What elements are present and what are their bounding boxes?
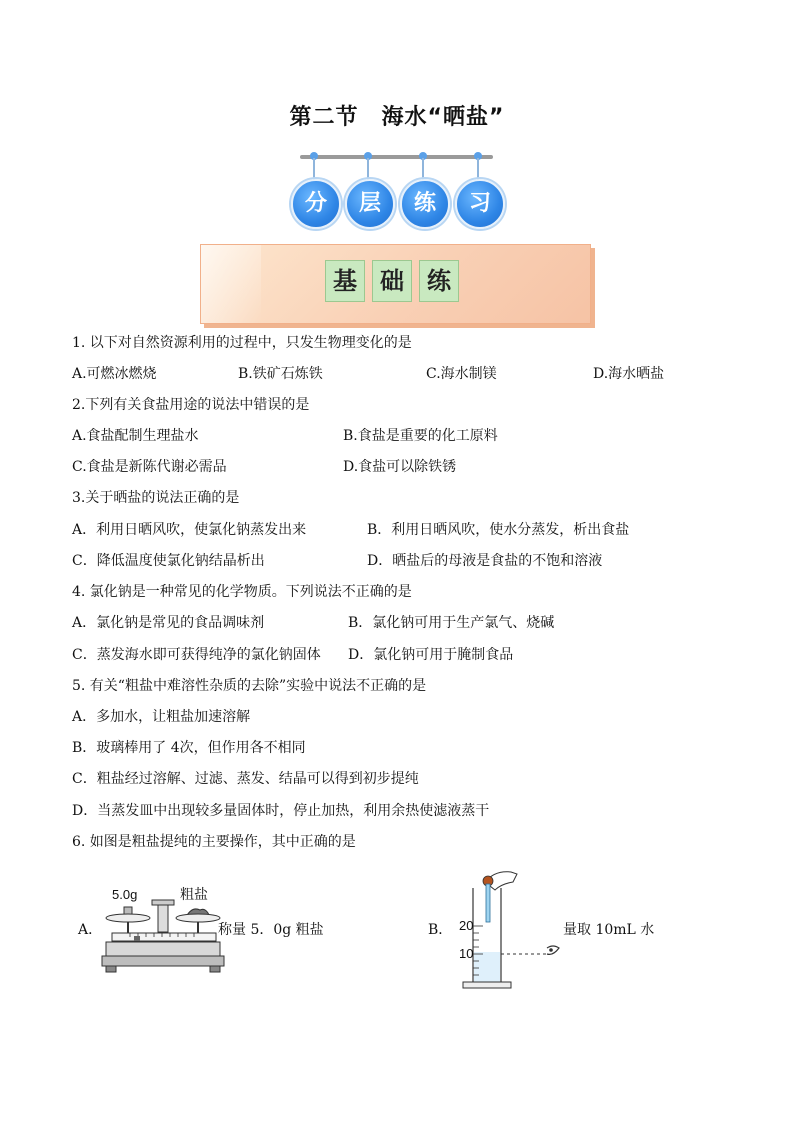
q1-option-c: C.海水制镁 [426, 366, 497, 382]
q1-option-b: B.铁矿石炼铁 [238, 366, 323, 382]
q3-option-b: B．利用日晒风吹，使水分蒸发，析出食盐 [367, 522, 630, 538]
question-3-stem: 3.关于晒盐的说法正确的是 [72, 490, 240, 506]
weight-label: 5.0g [112, 887, 138, 902]
badge-circle-2: 层 [345, 179, 395, 229]
q2-option-d: D.食盐可以除铁锈 [343, 459, 457, 475]
question-2-stem: 2.下列有关食盐用途的说法中错误的是 [72, 397, 310, 413]
tick-label-20: 20 [459, 918, 474, 933]
hanger-stem [367, 158, 369, 180]
q5-option-b: B．玻璃棒用了 4次，但作用各不相同 [72, 740, 306, 756]
q5-option-d: D．当蒸发皿中出现较多量固体时，停止加热，利用余热使滤液蒸干 [72, 803, 490, 819]
banner-chip-3: 练 [419, 260, 459, 302]
q5-option-a: A．多加水，让粗盐加速溶解 [72, 709, 251, 725]
q5-option-c: C．粗盐经过溶解、过滤、蒸发、结晶可以得到初步提纯 [72, 771, 419, 787]
q4-option-a: A．氯化钠是常见的食品调味剂 [72, 615, 265, 631]
q6-option-b: B． [428, 922, 453, 938]
figure-b-caption: 量取 10mL 水 [563, 922, 655, 938]
tick-label-10: 10 [459, 946, 474, 961]
figure-a-caption: 称量 5．0g 粗盐 [218, 922, 324, 938]
hanger-stem [422, 158, 424, 180]
question-6-stem: 6. 如图是粗盐提纯的主要操作，其中正确的是 [72, 834, 356, 850]
q4-option-d: D．氯化钠可用于腌制食品 [348, 647, 514, 663]
question-1-stem: 1. 以下对自然资源利用的过程中，只发生物理变化的是 [72, 335, 412, 351]
hanger-stem [313, 158, 315, 180]
q1-option-a: A.可燃冰燃烧 [72, 366, 157, 382]
graduated-cylinder-figure [455, 864, 565, 992]
q2-option-c: C.食盐是新陈代谢必需品 [72, 459, 227, 475]
q3-option-d: D．晒盐后的母液是食盐的不饱和溶液 [367, 553, 603, 569]
badge-circle-1: 分 [291, 179, 341, 229]
q6-option-a: A． [78, 922, 103, 938]
page-title: 第二节 海水“晒盐” [289, 105, 505, 130]
q1-option-d: D.海水晒盐 [593, 366, 665, 382]
q4-option-b: B．氯化钠可用于生产氯气、烧碱 [348, 615, 555, 631]
q4-option-c: C．蒸发海水即可获得纯净的氯化钠固体 [72, 647, 321, 663]
q2-option-a: A.食盐配制生理盐水 [72, 428, 199, 444]
balance-scale-figure [100, 880, 230, 975]
question-4-stem: 4. 氯化钠是一种常见的化学物质。下列说法不正确的是 [72, 584, 412, 600]
banner-chip-1: 基 [325, 260, 365, 302]
q2-option-b: B.食盐是重要的化工原料 [343, 428, 498, 444]
badge-circle-4: 习 [455, 179, 505, 229]
banner-shine [201, 245, 261, 323]
banner-chip-2: 础 [372, 260, 412, 302]
q3-option-a: A．利用日晒风吹，使氯化钠蒸发出来 [72, 522, 307, 538]
badge-circle-3: 练 [400, 179, 450, 229]
salt-label: 粗盐 [180, 886, 208, 902]
q3-option-c: C．降低温度使氯化钠结晶析出 [72, 553, 265, 569]
question-5-stem: 5. 有关“粗盐中难溶性杂质的去除”实验中说法不正确的是 [72, 678, 427, 694]
hanger-stem [477, 158, 479, 180]
hanger-bar [300, 155, 493, 159]
